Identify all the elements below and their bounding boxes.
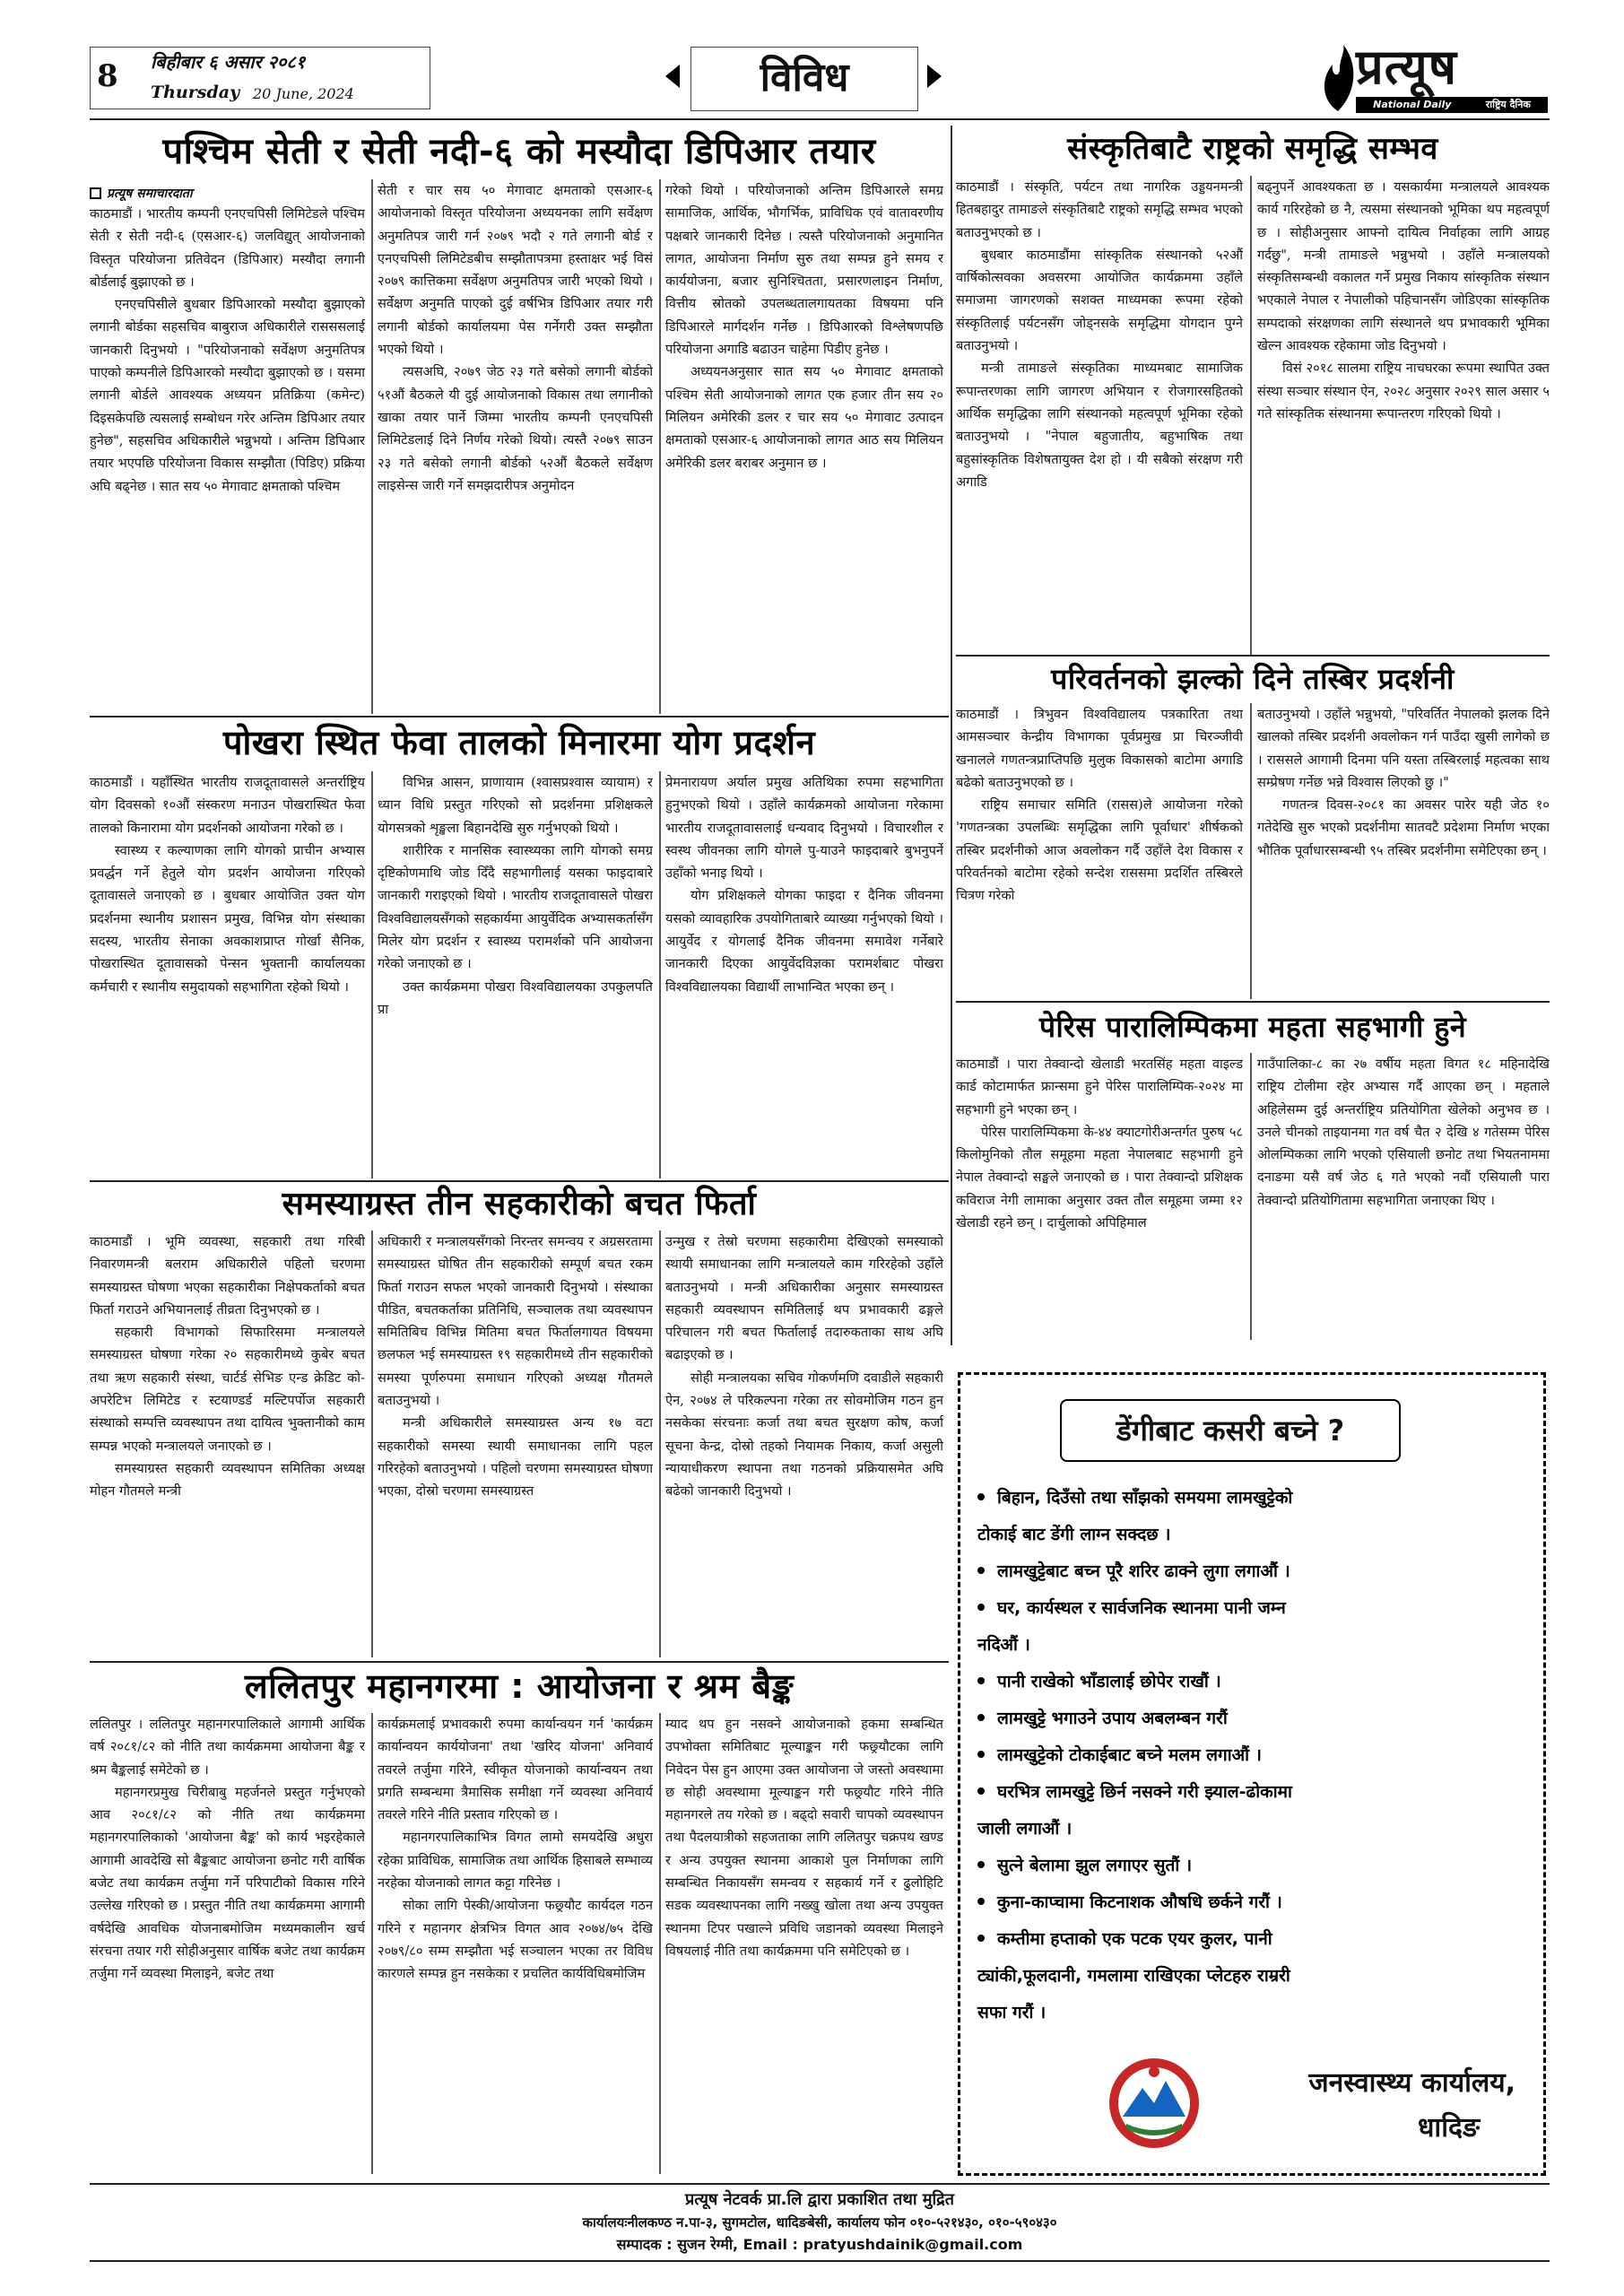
a2-col2: बढ्नुपर्ने आवश्यकता छ । यसकार्यमा मन्त्रालयले आवश्यक कार्य गरिरहेको छ नै, त्यसमा संस्थानको भूमिका थप महत्वपूर्ण छ । सोहीअनुसार आफ्नो दायित्व निर्वाहका लागि आग्रह गर्दछु", मन्त्री तामाङले भन्नुभयो । उहाँले मन्त्रालयको संस्कृतिसम्बन्धी वकालत गर्ने प्रमुख निकाय सांस्कृतिक संस्थान भएकाले नेपाल र नेपालीको पहिचानसँग जोडिएका सांस्कृतिक सम्पदाको संरक्षणका लागि संस्थानले थप प्रभावकारी भूमिका खेल्न आवश्यक रहेकामा जोड दिनुभयो । विसं २०१८ सालमा राष्ट्रिय नाचघरका रूपमा स्थापित उक्त संस्था सञ्चार संस्थान ऐन, २०२८ अनुसार २०२९ साल असार ५ गते सांस्कृतिक संस्थानमा रूपान्तरण गरिएको थियो । — [1257, 179, 1550, 422]
psa-item: घरभित्र लामखुट्टे छिर्न नसक्ने गरी झ्याल-ढोकामा — [976, 1774, 1541, 1811]
bullet-icon — [977, 1898, 985, 1905]
psa-item: कुना-काप्चामा किटनाशक औषधि छर्कने गरौं । — [976, 1884, 1541, 1921]
byline: प्रत्यूष समाचारदाता — [90, 185, 192, 202]
a5-col3: प्रेमनारायण अर्याल प्रमुख अतिथिका रुपमा सहभागिता हुनुभएको थियो । उहाँले कार्यक्रमको आयोजना गरेकामा भारतीय राजदूतावासलाई धन्यवाद दिनुभयो । विचारशील र स्वस्थ जीवनका लागि योगले पु-याउने फाइदाबारे बुभनुपर्ने उहाँको भनाइ थियो । योग प्रशिक्षकले योगका फाइदा र दैनिक जीवनमा यसको व्यावहारिक उपयोगिताबारे व्याख्या गर्नुभएको थियो । आयुर्वेद र योगलाई दैनिक जीवनमा समावेश गर्नेबारे जानकारी दिएका आयुर्वेदविज्ञका परामर्शबाट पोखरा विश्वविद्यालयका विद्यार्थी लाभान्वित भएका छन् । — [665, 775, 943, 995]
col-rule — [1250, 703, 1252, 999]
a6-col3: उन्मुख र तेस्रो चरणमा सहकारीमा देखिएको समस्याको स्थायी समाधानका लागि मन्त्रालयले काम गरिरहेको उहाँले बताउनुभयो । मन्त्री अधिकारीका अनुसार समस्याग्रस्त सहकारी व्यवस्थापन समितिलाई थप प्रभावकारी ढङ्गले परिचालन गरी बचत फिर्तालाई तदारुकताका साथ अघि बढाइएको छ । सोही मन्त्रालयका सचिव गोकर्णमणि दवाडीले सहकारी ऐन, २०७४ ले परिकल्पना गरेका तर सोवमोजिम गठन हुन नसकेका संरचनाः कर्जा तथा बचत सुरक्षण कोष, कर्जा सूचना केन्द्र, दोस्रो तहको नियामक निकाय, कर्जा असुली न्यायाधीकरण स्थापना तथा गठनको प्रक्रियासमेत अघि बढेको जानकारी दिनुभयो । — [665, 1234, 943, 1500]
headline-culture: संस्कृतिबाटै राष्ट्रको समृद्धि सम्भव — [1067, 131, 1438, 167]
footer-rule-bottom — [90, 2260, 1550, 2262]
col-rule — [659, 1713, 661, 2174]
bullet-icon — [977, 1935, 985, 1942]
psa-title: डेंगीबाट कसरी बच्ने ? — [1116, 1413, 1345, 1448]
section-rule — [951, 126, 952, 1345]
bullet-icon — [977, 1714, 985, 1721]
nepal-emblem-icon — [1105, 2054, 1203, 2152]
logo-sub-np: राष्ट्रिय दैनिक — [1485, 99, 1531, 110]
footer-publisher: प्रत्यूष नेटवर्क प्रा.लि द्वारा प्रकाशित तथा मुद्रित — [685, 2190, 954, 2209]
psa-item: ट्यांकी,फूलदानी, गमलामा राखिएका प्लेटहरु राम्ररी — [977, 1966, 1290, 1986]
col-rule — [1250, 176, 1252, 655]
psa-item: टोकाई बाट डेंगी लाग्न सक्दछ । — [977, 1525, 1171, 1544]
a4-col2: गाउँपालिका-८ का २७ वर्षीय महता विगत १८ महिनादेखि राष्ट्रिय टोलीमा रहेर अभ्यास गर्दै आएका छन् । महताले अहिलेसम्म दुई अन्तर्राष्ट्रिय प्रतियोगिता खेलेको अनुभव छ । उनले चीनको ताइयानमा गत वर्ष चैत २ देखि ४ गतेसम्म पेरिस ओलम्पिकका लागि भएको एसियाली छनोट तथा भियतनाममा दनाङमा यसै वर्ष जेठ ६ गते भएको नवौं एसियाली पारा तेक्वान्दो प्रतियोगितामा सहभागिता जनाएका थिए । — [1257, 1057, 1550, 1208]
a3-col2: बताउनुभयो । उहाँले भन्नुभयो, "परिवर्तित नेपालको झलक दिने खालको तस्बिर प्रदर्शनी अवलोकन गर्न पाउँदा खुसी लागेको छ । राससले आगामी दिनमा पनि यस्ता तस्बिरलाई महत्वका साथ सम्प्रेषण गर्नेछ भन्ने विश्वास लिएको छु ।" गणतन्त्र दिवस-२०८१ का अवसर पारेर यही जेठ १० गतेदेखि सुरु भएको प्रदर्शनीमा सातवटै प्रदेशमा निर्माण भएका भौतिक पूर्वाधारसम्बन्धी ९५ तस्बिर प्रदर्शनीमा समेटिएका छन् । — [1257, 707, 1550, 858]
next-arrow-icon — [927, 65, 942, 88]
prev-arrow-icon — [665, 65, 680, 88]
a5-col1: काठमाडौं । यहाँस्थित भारतीय राजदूतावासले अन्तर्राष्ट्रिय योग दिवसको १०औं संस्करण मनाउन पोखरास्थित फेवा तालको किनारामा योग प्रदर्शनको आयोजना गरेको छ । स्वास्थ्य र कल्याणका लागि योगको प्राचीन अभ्यास प्रवर्द्धन गर्ने हेतुले योग प्रदर्शन आयोजना गरिएको दूतावासले जनाएको छ । बुधबार आयोजित उक्त योग प्रदर्शनमा स्थानीय प्रशासन प्रमुख, विभिन्न योग संस्थाका सदस्य, भारतीय सेनाका अवकाशप्राप्त गोर्खा सैनिक, पोखरास्थित दूतावासको पेन्सन भुक्तानी कार्यालयका कर्मचारी र स्थानीय समुदायको सहभागिता रहेको थियो । — [90, 775, 365, 995]
psa-item: लामखुट्टेको टोकाईबाट बच्ने मलम लगाऔं । — [976, 1737, 1541, 1774]
psa-item: बिहान, दिउँसो तथा साँझको समयमा लामखुट्टेको — [976, 1480, 1541, 1517]
bullet-icon — [977, 1604, 985, 1611]
bullet-icon — [977, 1751, 985, 1758]
a6-col2: अधिकारी र मन्त्रालयसँगको निरन्तर समन्वय र अग्रसरतामा समस्याग्रस्त घोषित तीन सहकारीको सम्पूर्ण बचत रकम फिर्ता गराउन सफल भएको जानकारी दिनुभयो । संस्थाका पीडित, बचतकर्ताका प्रतिनिधि, सञ्चालक तथा व्यवस्थापन समितिबिच विभिन्न मितिमा बचत फिर्तालगायत विषयमा छलफल भई समस्याग्रस्त १९ सहकारीमध्ये तीन सहकारीको समस्या पूर्णरुपमा समाधान गरिएको अध्यक्ष गौतमले बताउनुभयो । मन्त्री अधिकारीले समस्याग्रस्त अन्य १७ वटा सहकारीको समस्या स्थायी समाधानका लागि पहल गरिरहेको बताउनुभयो । पहिलो चरणमा समस्याग्रस्त घोषणा भएका, दोस्रो चरणमा समस्याग्रस्त — [378, 1234, 653, 1500]
page-number: 8 — [97, 58, 118, 94]
col-rule — [371, 179, 373, 714]
date-nepali: बिहीबार ६ असार २०८१ — [151, 51, 306, 73]
logo-sub-en: National Daily — [1373, 99, 1452, 110]
psa-item: कम्तीमा हप्ताको एक पटक एयर कुलर, पानी — [976, 1921, 1541, 1958]
a1-col2: सेती र चार सय ५० मेगावाट क्षमताको एसआर-६ आयोजनाको विस्तृत परियोजना अध्ययनका लागि सर्वेक्षण अनुमतिपत्र जारी गर्न २०७९ भदौ २ गते लगानी बोर्ड र एनएचपिसी लिमिटेडबीच सम्झौतापत्रमा हस्ताक्षर भई विसं २०७९ कात्तिकमा सर्वेक्षण अनुमतिपत्र जारी भएको थियो । सर्वेक्षण अनुमति पाएको दुई वर्षभित्र डिपिआर तयार गरी लगानी बोर्डको कार्यालयमा पेस गर्नेगरी उक्त सम्झौता भएको थियो । त्यसअघि, २०७९ जेठ २३ गते बसेको लगानी बोर्डको ५१औं बैठकले यी दुई आयोजनाको विकास तथा लगानीको खाका तयार पार्ने जिम्मा भारतीय कम्पनी एनएचपिसी लिमिटेडलाई दिने निर्णय गरेको थियो। त्यस्तै २०७९ साउन २३ गते बसेको लगानी बोर्डको ५२औं बैठकले सर्वेक्षण लाइसेन्स जारी गर्ने समझदारीपत्र अनुमोदन — [378, 183, 653, 493]
section-title: विविध — [760, 55, 849, 100]
masthead-logo — [1316, 39, 1550, 115]
a4-col1: काठमाडौं । पारा तेक्वान्दो खेलाडी भरतसिंह महता वाइल्ड कार्ड कोटामार्फत फ्रान्समा हुने पेरिस पारालिम्पिक-२०२४ मा सहभागी हुने भएका छन् । पेरिस पारालिम्पिकमा के-४४ क्याटगोरीअन्तर्गत पुरुष ५८ किलोमुनिको तौल समूहमा महता नेपालबाट सहभागी हुने नेपाल तेक्वान्दो सङ्घले जनाएको छ । पारा तेक्वान्दो प्रशिक्षक कविराज नेगी लामाका अनुसार उक्त तौल समूहमा जम्मा १२ खेलाडी रहने छन् । दार्चुलाको अपिहिमाल — [956, 1057, 1243, 1231]
headline-west-seti: पश्चिम सेती र सेती नदी-६ को मस्यौदा डिपिआर तयार — [162, 131, 876, 172]
col-rule — [659, 179, 661, 714]
headline-cooperatives: समस्याग्रस्त तीन सहकारीको बचत फिर्ता — [282, 1186, 757, 1222]
col-rule — [371, 1231, 373, 1657]
headline-photo-exhibition: परिवर्तनको झल्को दिने तस्बिर प्रदर्शनी — [1051, 662, 1455, 696]
a6-col1: काठमाडौं । भूमि व्यवस्था, सहकारी तथा गरिबी निवारणमन्त्री बलराम अधिकारीले पहिलो चरणमा समस्याग्रस्त घोषणा भएका सहकारीका निक्षेपकर्ताको बचत फिर्ता गराउने अभियानलाई तीव्रता दिनुभएको छ । सहकारी विभागको सिफारिसमा मन्त्रालयले समस्याग्रस्त घोषणा गरेका २० सहकारीमध्ये कुबेर बचत तथा ऋण सहकारी संस्था, चार्टर्ड सेभिङ एन्ड क्रेडिट को-अपरेटिभ लिमिटेड र स्टयाण्डर्ड मल्टिपर्पोज सहकारी संस्थाको सम्पत्ति व्यवस्थापन तथा दायित्व भुक्तानीको काम सम्पन्न भएको मन्त्रालयले जनाएको छ । समस्याग्रस्त सहकारी व्यवस्थापन समितिका अध्यक्ष मोहन गौतमले मन्त्री — [90, 1234, 365, 1500]
date-english: 20 June, 2024 — [253, 85, 354, 102]
header-rule — [90, 118, 1550, 120]
psa-item: नदिऔं । — [977, 1635, 1030, 1655]
bullet-icon — [977, 1677, 985, 1684]
psa-item: सफा गरौं । — [977, 2003, 1046, 2022]
a5-col2: विभिन्न आसन, प्राणायाम (श्वासप्रश्वास व्यायाम) र ध्यान विधि प्रस्तुत गरिएको सो प्रदर्शनमा प्रशिक्षकले योगसत्रको शृङ्खला बिहानदेखि सुरु गर्नुभएको थियो । शारीरिक र मानसिक स्वास्थ्यका लागि योगको समग्र दृष्टिकोणमाथि जोड दिँदै सहभागीलाई यसका फाइदाबारे जानकारी गराइएको थियो । भारतीय राजदूतावासले पोखरा विश्वविद्यालयसँगको सहकार्यमा आयुर्वेदिक अभ्यासकर्तासँग मिलेर योग प्रदर्शन र स्वास्थ्य परामर्शको पनि आयोजना गरेको जनाएको छ । उक्त कार्यक्रममा पोखरा विश्वविद्यालयका उपकुलपति प्रा — [378, 775, 653, 1017]
footer-rule-top — [90, 2183, 1550, 2185]
a2-col1: काठमाडौं । संस्कृति, पर्यटन तथा नागरिक उड्डयनमन्त्री हितबहादुर तामाङले संस्कृतिबाटै राष्ट्रको समृद्धि सम्भव भएको बताउनुभएको छ । बुधबार काठमाडौंमा सांस्कृतिक संस्थानको ५२औं वार्षिकोत्सवका अवसरमा आयोजित कार्यक्रममा उहाँले समाजमा जागरणको सशक्त माध्यमका रूपमा रहेको संस्कृतिलाई पर्यटनसँग जोड्नसके समृद्धिमा योगदान पुग्ने बताउनुभयो । मन्त्री तामाङले संस्कृतिका माध्यमबाट सामाजिक रूपान्तरणका लागि जागरण अभियान र रोजगारसहितको आर्थिक समृद्धिका लागि संस्थानको महत्वपूर्ण भूमिका रहेको बताउनुभयो । "नेपाल बहुजातीय, बहुभाषिक तथा बहुसांस्कृतिक विशेषतायुक्त देश हो । यी सबैको संरक्षण गरी अगाडि — [956, 179, 1243, 490]
a1-col3: गरेको थियो । परियोजनाको अन्तिम डिपिआरले समग्र सामाजिक, आर्थिक, भौगर्भिक, प्राविधिक एवं वातावरणीय पक्षबारे जानकारी दिनेछ । त्यस्तै परियोजनाको अनुमानित लागत, आयोजना निर्माण सुरु तथा सम्पन्न हुने समय र कार्ययोजना, बजार सुनिश्चितता, प्रसारणलाइन निर्माण, वित्तीय स्रोतको उपलब्धतालगायतका विषयमा पनि डिपिआरले मार्गदर्शन गर्नेछ । डिपिआरको विश्लेषणपछि परियोजना अगाडि बढाउन चाहेमा पिडीए हुनेछ । अध्ययनअनुसार सात सय ५० मेगावाट क्षमताको पश्चिम सेती आयोजनाको लागत एक हजार तीन सय २० मिलियन अमेरिकी डलर र चार सय ५० मेगावाट उत्पादन क्षमताको एसआर-६ आयोजनाको लागत आठ सय मिलियन अमेरिकी डलर बराबर अनुमान छ । — [665, 183, 943, 471]
psa-item: जाली लगाऔं । — [977, 1819, 1073, 1839]
psa-list — [976, 1480, 1541, 2031]
psa-office-line1: जनस्वास्थ्य कार्यालय, — [1308, 2067, 1515, 2099]
a7-col2: कार्यक्रमलाई प्रभावकारी रुपमा कार्यान्वयन गर्न 'कार्यक्रम कार्यान्वयन कार्ययोजना' तथा 'खरिद योजना' अनिवार्य तवरले तर्जुमा गरिने, स्वीकृत योजनाको कार्यान्वयन तथा प्रगति सम्बन्धमा त्रैमासिक समीक्षा गर्ने व्यवस्था अनिवार्य तवरले गरिने नीति प्रस्ताव गरिएको छ । महानगरपालिकाभित्र विगत लामो समयदेखि अधुरा रहेका प्राविधिक, सामाजिक तथा आर्थिक हिसाबले सम्भाव्य नरहेका योजनाको लागत कट्टा गरिनेछ । सोका लागि पेस्की/आयोजना फछ्र्यौट कार्यदल गठन गरिने र महानगर क्षेत्रभित्र विगत आव २०७४/७५ देखि २०७९/८० सम्म सम्झौता भई सञ्चालन भएका तर विविध कारणले सम्पन्न हुन नसकेका र प्रचलित कार्यविधिबमोजिम — [378, 1717, 653, 1982]
col-rule — [371, 1713, 373, 2174]
a7-col1: ललितपुर । ललितपुर महानगरपालिकाले आगामी आर्थिक वर्ष २०८१/८२ को नीति तथा कार्यक्रममा आयोजना बैङ्क र श्रम बैङ्कलाई समेटेको छ । महानगरप्रमुख चिरीबाबु महर्जनले प्रस्तुत गर्नुभएको आव २०८१/८२ को नीति तथा कार्यक्रममा महानगरपालिकाको 'आयोजना बैङ्क' को कार्य भइरहेकाले आगामी आवदेखि सो बैङ्कबाट आयोजना छनोट गरी वार्षिक बजेट तथा कार्यक्रम तर्जुमा गर्ने परिपाटीको विकास गरिने उल्लेख गरिएको छ । प्रस्तुत नीति तथा कार्यक्रममा आगामी वर्षदेखि आवधिक योजनाबमोजिम मध्यमकालीन खर्च संरचना तयार गरी सोहीअनुसार वार्षिक बजेट तथा कार्यक्रम तर्जुमा गर्ने व्यवस्था मिलाइने, बजेट तथा — [90, 1717, 365, 1982]
headline-yoga: पोखरा स्थित फेवा तालको मिनारमा योग प्रदर्शन — [222, 723, 816, 762]
a7-col3: म्याद थप हुन नसक्ने आयोजनाको हकमा सम्बन्धित उपभोक्ता समितिबाट मूल्याङ्कन गरी फछ्र्यौटका लागि निवेदन पेस हुन आएमा उक्त आयोजना जे जस्तो अवस्थामा छ सोही अवस्थामा मूल्याङ्कन गरी फछ्र्यौट गरिने नीति महानगरले तय गरेको छ । बढ्दो सवारी चापको व्यवस्थापन तथा पैदलयात्रीको सहजताका लागि ललितपुर चक्रपथ खण्ड र अन्य उपयुक्त स्थानमा आकाशे पुल निर्माणका लागि सम्बन्धित निकायसँग समन्वय र सहकार्य गर्ने र ढुलोहिटि सडक व्यवस्थापनका लागि नख्खु खोला तथा अन्य उपयुक्त स्थानमा टिपर पखाल्ने प्रविधि जडानको व्यवस्था मिलाइने विषयलाई नीति तथा कार्यक्रममा पनि समेटिएको छ । — [665, 1717, 943, 1959]
bullet-icon — [977, 1861, 985, 1868]
footer-editor: सम्पादक : सुजन रेग्मी, Email : pratyushdainik@gmail.com — [616, 2236, 1023, 2253]
psa-item: सुत्ने बेलामा झुल लगाएर सुतौं । — [976, 1848, 1541, 1884]
logo-flame-icon — [1316, 43, 1359, 113]
bullet-icon — [977, 1493, 985, 1500]
headline-lalitpur: ललितपुर महानगरमा : आयोजना र श्रम बैङ्क — [244, 1666, 795, 1706]
footer-address: कार्यालयःनीलकण्ठ न.पा-३, सुगमटोल, धादिङबेसी, कार्यालय फोन ०१०-५२१४३०, ०१०-५९०४३० — [582, 2214, 1057, 2231]
article-rule — [956, 1001, 1550, 1003]
checkbox-icon — [90, 187, 101, 199]
col-rule — [371, 771, 373, 1178]
psa-item: पानी राखेको भाँडालाई छोपेर राखौं । — [976, 1664, 1541, 1700]
a3-col1: काठमाडौं । त्रिभुवन विश्वविद्यालय पत्रकारिता तथा आमसञ्चार केन्द्रीय विभागका पूर्वप्रमुख प्रा चिरञ्जीवी खनालले गणतन्त्रप्राप्तिपछि मुलुक विकासको बाटोमा अगाडि बढेको बताउनुभएको छ । राष्ट्रिय समाचार समिति (रासस)ले आयोजना गरेको 'गणतन्त्रका उपलब्धिः समृद्धिका लागि पूर्वाधार' शीर्षकको तस्बिर प्रदर्शनीको आज अवलोकन गर्दै उहाँले देश विकास र परिवर्तनको बाटोमा रहेको सन्देश राससमा प्रदर्शित तस्बिरले चित्रण गरेको — [956, 707, 1243, 904]
col-rule — [659, 1231, 661, 1657]
bullet-icon — [977, 1567, 985, 1574]
col-rule — [1250, 1053, 1252, 1340]
psa-office-line2: धादिङ — [1417, 2112, 1480, 2144]
psa-item: लामखुट्टेबाट बच्न पूरै शरिर ढाक्ने लुगा लगाऔं । — [976, 1553, 1541, 1590]
headline-paralympic: पेरिस पारालिम्पिकमा महता सहभागी हुने — [1038, 1010, 1467, 1044]
psa-item: घर, कार्यस्थल र सार्वजनिक स्थानमा पानी जम्न — [976, 1590, 1541, 1627]
a1-col1: काठमाडौं । भारतीय कम्पनी एनएचपिसी लिमिटेडले पश्चिम सेती र सेती नदी-६ (एसआर-६) जलविद्युत् आयोजनाको विस्तृत परियोजना प्रतिवेदन (डिपिआर) मस्यौदा लगानी बोर्डलाई बुझाएको छ । एनएचपिसीले बुधबार डिपिआरको मस्यौदा बुझाएको लगानी बोर्डका सहसचिव बाबुराज अधिकारीले रासससलाई जानकारी दिनुभयो । "परियोजनाको सर्वेक्षण अनुमतिपत्र पाएको कम्पनीले डिपिआरको मस्यौदा बुझाएको छ । यसमा लगानी बोर्डले आवश्यक अध्ययन प्रतिक्रिया (कमेन्ट) दिइसकेपछि त्यसलाई सम्बोधन गरेर अन्तिम डिपिआर तयार हुनेछ", सहसचिव अधिकारीले भन्नुभयो । अन्तिम डिपिआर तयार भएपछि परियोजना विकास सम्झौता (पिडिए) प्रक्रिया अघि बढ्नेछ । सात सय ५० मेगावाट क्षमताको पश्चिम — [90, 206, 365, 494]
date-english-day: Thursday — [151, 83, 240, 102]
logo-text: प्रत्यूष — [1356, 39, 1457, 95]
col-rule — [659, 771, 661, 1178]
logo-subtitle-bar — [1356, 97, 1548, 113]
bullet-icon — [977, 1787, 985, 1795]
psa-item: लामखुट्टे भगाउने उपाय अबलम्बन गरौं — [976, 1700, 1541, 1737]
